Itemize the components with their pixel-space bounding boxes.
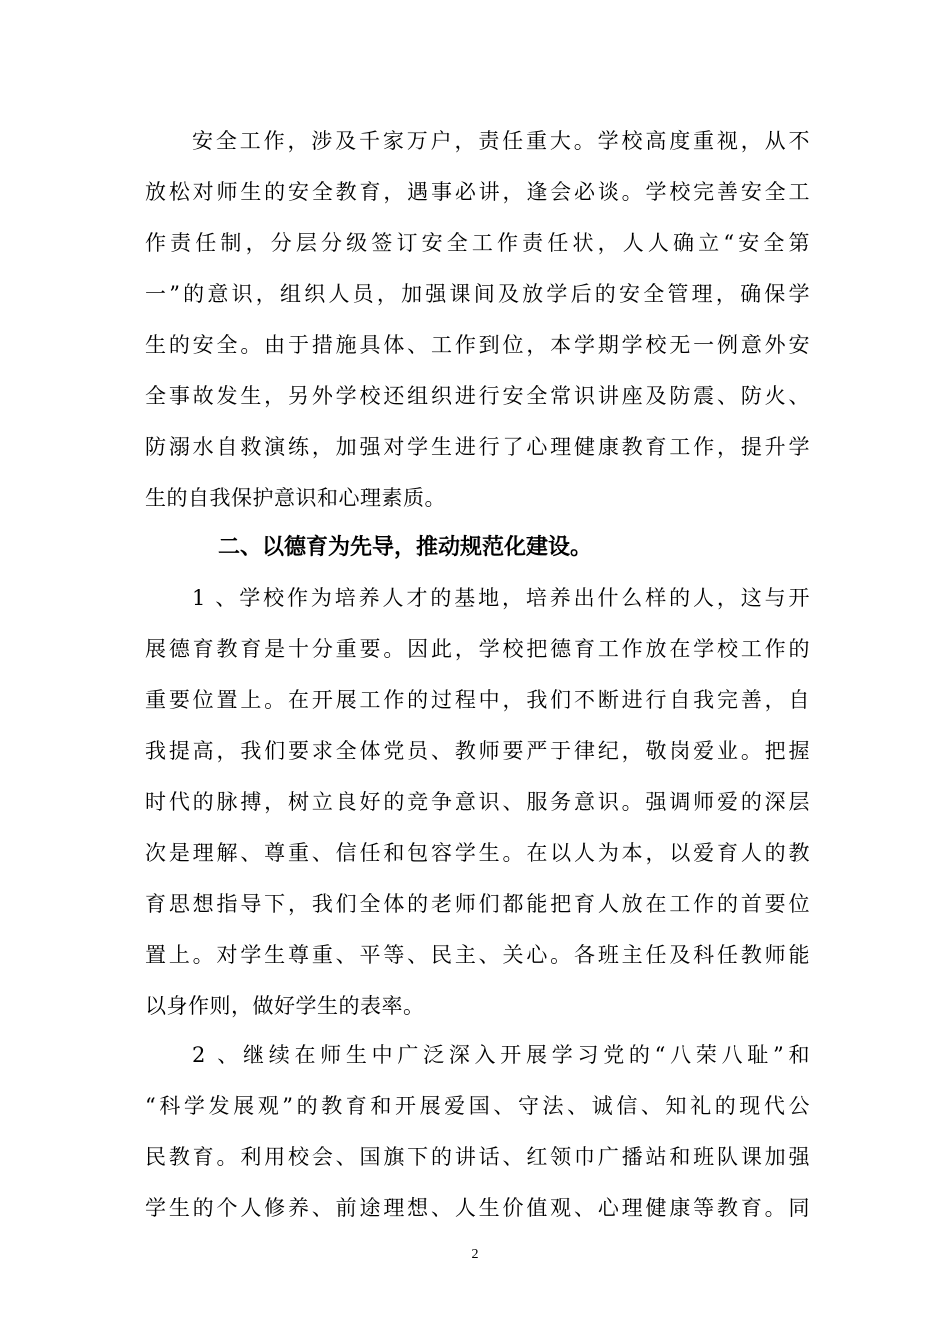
page-number: 2 [471, 1247, 479, 1262]
text-line: 全事故发生，另外学校还组织进行安全常识讲座及防震、防火、 [145, 384, 810, 408]
text-line: 2 、继续在师生中广泛深入开展学习党的“八荣八耻”和 [192, 1043, 810, 1067]
text-line: 以身作则，做好学生的表率。 [145, 994, 425, 1018]
text-line: “科学发展观”的教育和开展爱国、守法、诚信、知礼的现代公 [145, 1094, 810, 1118]
text-line: 1 、学校作为培养人才的基地，培养出什么样的人，这与开 [192, 586, 810, 610]
text-line: 民教育。利用校会、国旗下的讲话、红领巾广播站和班队课加强 [145, 1145, 810, 1169]
text-line: 学生的个人修养、前途理想、人生价值观、心理健康等教育。同 [145, 1196, 810, 1220]
text-line: 作责任制，分层分级签订安全工作责任状，人人确立“安全第 [145, 231, 810, 255]
text-line: 育思想指导下，我们全体的老师们都能把育人放在工作的首要位 [145, 892, 810, 916]
text-line: 放松对师生的安全教育，遇事必讲，逢会必谈。学校完善安全工 [145, 180, 810, 204]
text-line: 生的自我保护意识和心理素质。 [145, 486, 446, 510]
text-line: 生的安全。由于措施具体、工作到位，本学期学校无一例意外安 [145, 333, 810, 357]
text-line: 展德育教育是十分重要。因此，学校把德育工作放在学校工作的 [145, 637, 810, 661]
section-heading: 二、以德育为先导，推动规范化建设。 [218, 535, 593, 560]
text-line: 置上。对学生尊重、平等、民主、关心。各班主任及科任教师能 [145, 943, 810, 967]
paragraph-moral-education-1 [145, 573, 810, 1032]
text-line: 防溺水自救演练，加强对学生进行了心理健康教育工作，提升学 [145, 435, 810, 459]
paragraph-safety [145, 116, 810, 524]
text-line: 一”的意识，组织人员，加强课间及放学后的安全管理，确保学 [145, 282, 810, 306]
text-line: 我提高，我们要求全体党员、教师要严于律纪，敬岗爱业。把握 [145, 739, 810, 763]
text-line: 时代的脉搏，树立良好的竞争意识、服务意识。强调师爱的深层 [145, 790, 810, 814]
text-line: 重要位置上。在开展工作的过程中，我们不断进行自我完善，自 [145, 688, 810, 712]
text-line: 安全工作，涉及千家万户，责任重大。学校高度重视，从不 [192, 129, 810, 153]
text-line: 次是理解、尊重、信任和包容学生。在以人为本，以爱育人的教 [145, 841, 810, 865]
paragraph-moral-education-2 [145, 1030, 810, 1234]
